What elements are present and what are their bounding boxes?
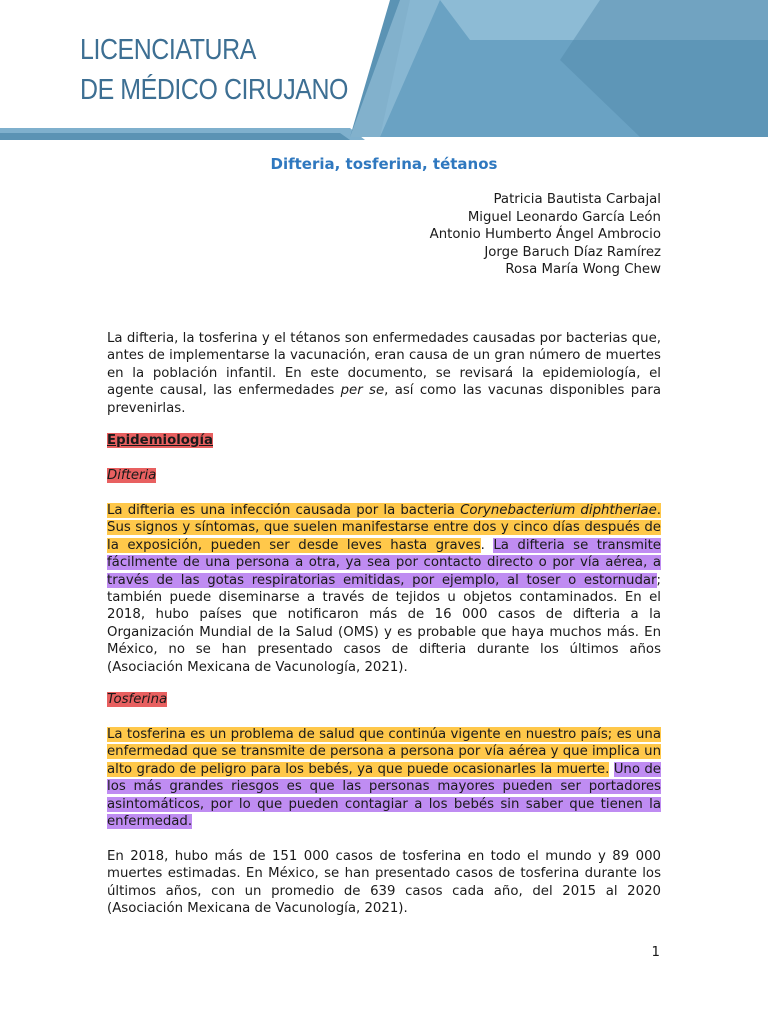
subheading-difteria: Difteria (107, 468, 157, 483)
highlight-purple: Uno de los más grandes riesgos es que las personas mayores pueden ser portadores asintomáticos, por lo que pueden contagiar a los bebés sin saber que tienen la enfermedad. (107, 761, 661, 830)
text-separator: . (480, 537, 494, 553)
tosferina-stats-paragraph: En 2018, hubo más de 151 000 casos de tosferina en todo el mundo y 89 000 muertes estimadas. En México, se han presentado casos de tosferina durante los últimos años, con un promedio de 639 casos cada año, del 2015 al 2020 (Asociación Mexicana de Vacunología, 2021). (107, 849, 661, 917)
subheading-tosferina: Tosferina (107, 692, 168, 707)
author: Antonio Humberto Ángel Ambrocio (429, 227, 661, 242)
highlight-yellow: . Sus signos y síntomas, que suelen manifestarse entre dos y cinco días después de la exposición, pueden ser desde leves hasta graves (107, 503, 661, 553)
header-banner (0, 0, 768, 140)
program-title (80, 30, 348, 110)
author: Miguel Leonardo García León (467, 209, 661, 225)
intro-emphasis: per se (340, 383, 385, 399)
author-list (430, 191, 661, 279)
highlight-yellow: La difteria es una infección causada por la bacteria (107, 503, 461, 518)
intro-paragraph (107, 330, 661, 417)
author: Jorge Baruch Díaz Ramírez (484, 244, 661, 260)
section-heading-epidemiologia: Epidemiología (107, 433, 213, 448)
difteria-text-rest: ; también puede diseminarse a través de tejidos u objetos contaminados. En el 2018, hubo países que notificaron más de 16 000 casos de difteria a la Organización Mundial de la Salud (OMS) y es probable que haya muchos más. En México, no se han presentado casos de difteria durante los últimos años (Asociación Mexicana de Vacunología, 2021). (107, 572, 661, 675)
document-title: Difteria, tosferina, tétanos (270, 155, 498, 173)
highlight-purple: La difteria se transmite fácilmente de una persona a otra, ya sea por contacto directo o por vía aérea, a través de las gotas respiratorias emitidas, por ejemplo, al toser o estornudar (107, 537, 661, 588)
highlight-yellow: La tosferina es un problema de salud que continúa vigente en nuestro país; es una enfermedad que se transmite de persona a persona por vía aérea y que implica un alto grado de peligro para los bebés, ya que puede ocasionarles la muerte. (107, 727, 661, 777)
difteria-paragraph (107, 502, 661, 676)
intro-text-end: , así como las vacunas disponibles para prevenirlas. (107, 383, 661, 416)
author: Rosa María Wong Chew (505, 262, 661, 277)
intro-text: La difteria, la tosferina y el tétanos son enfermedades causadas por bacterias que, antes de implementarse la vacunación, eran causa de un gran número de muertes en la población infantil. En este documento, se revisará la epidemiología, el agente causal, las enfermedades (107, 331, 661, 399)
program-title-line1: LICENCIATURA (80, 34, 256, 66)
program-title-line2: DE MÉDICO CIRUJANO (80, 74, 349, 106)
author: Patricia Bautista Carbajal (493, 192, 661, 207)
page-number: 1 (651, 945, 660, 960)
highlight-yellow-emphasis: Corynebacterium diphtheriae (460, 503, 657, 518)
tosferina-paragraph (107, 726, 661, 830)
